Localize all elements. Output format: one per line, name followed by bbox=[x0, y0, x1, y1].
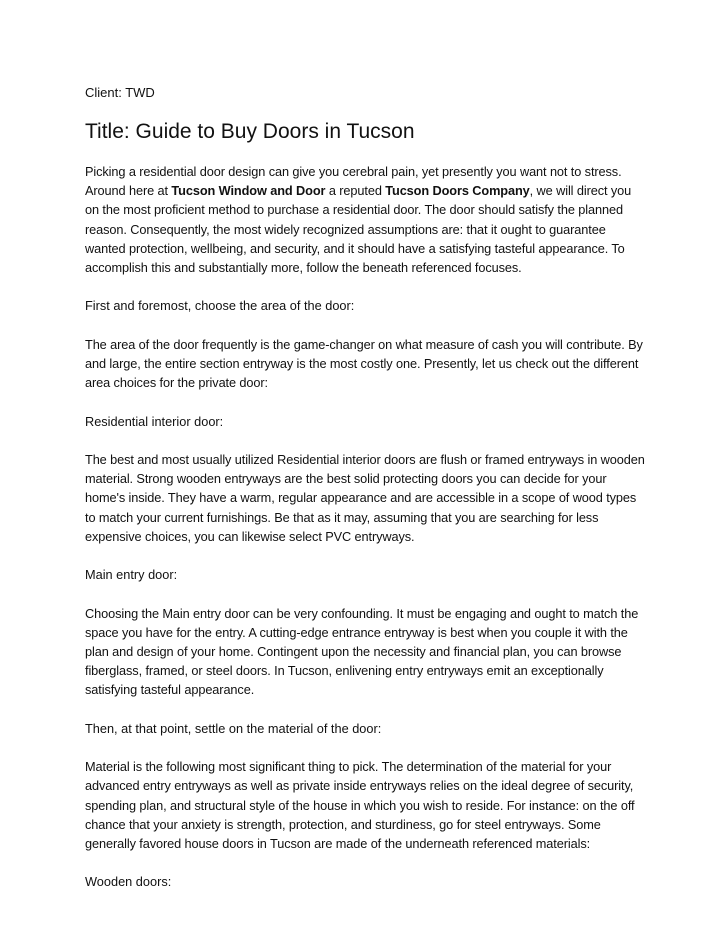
interior-door-paragraph: The best and most usually utilized Residential interior doors are flush or framed entryways in wooden material. Strong wooden entryways are the best solid protecting doors you can decide for your home's inside. They have a warm, regular appearance and are accessible in a scope of wood types to match your current furnishings. Be that as it may, assuming that you are searching for less expensive choices, you can likewise select PVC entryways. bbox=[85, 451, 645, 544]
company-name-bold: Tucson Window and Door bbox=[171, 183, 326, 199]
section-heading-wooden-doors: Wooden doors: bbox=[85, 874, 172, 890]
document-page bbox=[85, 83, 645, 911]
client-line: Client: TWD bbox=[85, 85, 155, 100]
section-heading-main-entry-door: Main entry door: bbox=[85, 567, 178, 583]
section-heading-material: Then, at that point, settle on the material of the door: bbox=[85, 720, 382, 736]
section-heading-area: First and foremost, choose the area of the door: bbox=[85, 298, 355, 314]
intro-text-1: Picking a residential door design can give you cerebral pain, yet presently you want not to stress. Around here at bbox=[85, 164, 622, 199]
intro-text-3: , we will direct you on the most proficient method to purchase a residential door. The door should satisfy the planned reason. Consequently, the most widely recognized assumptions are: that it ought to guarantee wanted protection, wellbeing, and security, and it should have a satisfying tasteful appearance. To accomplish this and substantially more, follow the beneath referenced focuses. bbox=[85, 183, 632, 276]
area-paragraph: The area of the door frequently is the game-changer on what measure of cash you will contribute. By and large, the entire section entryway is the most costly one. Presently, let us check out the different area choices for the private door: bbox=[85, 336, 643, 391]
main-entry-door-paragraph: Choosing the Main entry door can be very confounding. It must be engaging and ought to match the space you have for the entry. A cutting-edge entrance entryway is best when you couple it with the plan and design of your home. Contingent upon the necessity and financial plan, you can browse fiberglass, framed, or steel doors. In Tucson, enlivening entry entryways emit an exceptionally satisfying tasteful appearance. bbox=[85, 605, 639, 698]
section-heading-interior-door: Residential interior door: bbox=[85, 413, 224, 429]
company-keyword-bold: Tucson Doors Company bbox=[385, 183, 530, 199]
intro-text-2: a reputed bbox=[325, 183, 386, 199]
document-title: Title: Guide to Buy Doors in Tucson bbox=[85, 120, 415, 143]
intro-paragraph bbox=[85, 162, 645, 277]
material-paragraph: Material is the following most significant thing to pick. The determination of the material for your advanced entry entryways as well as private inside entryways relies on the ideal degree of security, spending plan, and structural style of the house in which you wish to reside. For instance: on the off chance that your anxiety is strength, protection, and sturdiness, go for steel entryways. Some generally favored house doors in Tucson are made of the underneath referenced materials: bbox=[85, 759, 635, 851]
